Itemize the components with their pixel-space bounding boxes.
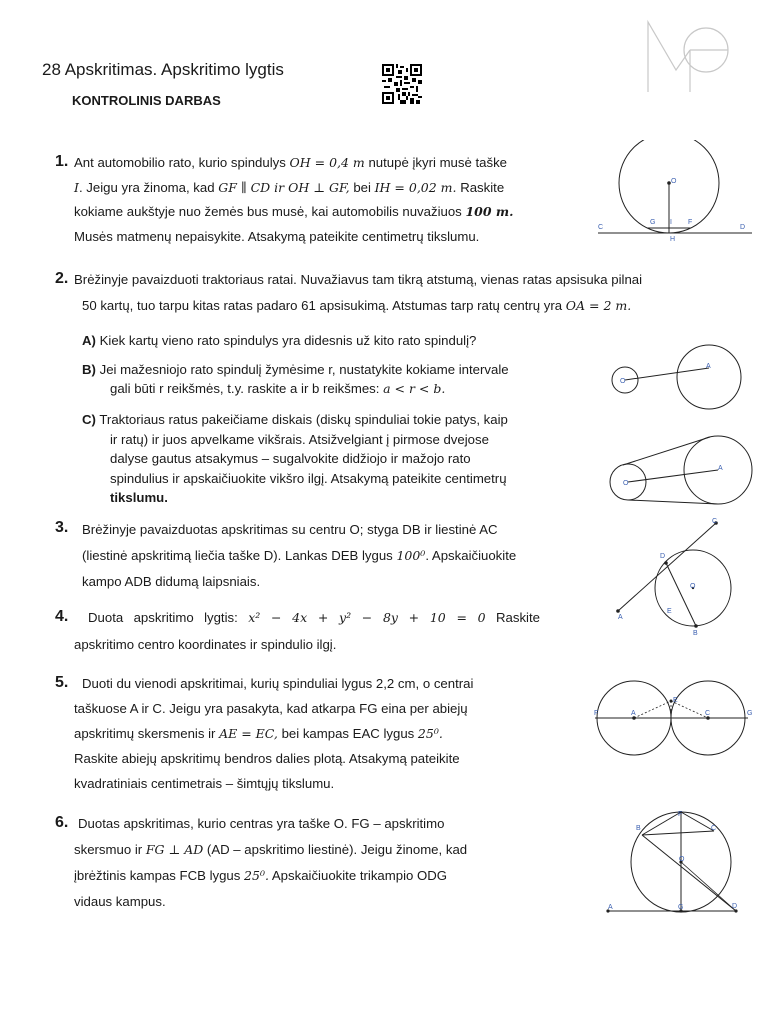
q1-text: Ant automobilio rato, kurio spindulys OH = 0,4 m nutupė įkyri musė taške I. Jeigu yra žinoma, kad GF ∥ CD ir OH ⊥ GF, bei IH = 0,02 m. Raskite kokiame aukštyje nuo žemės bus musė, kai automobilis nuvažiuos 100 m. Musės matmenų nepaisykite. Atsakymą pateikite centimetrų tikslumu. [74,155,514,244]
figure-3-tangent [610,515,750,640]
q4-line2: apskritimo centro koordinates ir spindulio ilgį. [74,637,337,652]
fig2b-center-line [628,470,718,482]
mp-logo [640,14,740,96]
q4-line1: Duota apskritimo lygtis: x² − 4x + y² − 8y + 10 = 0 Raskite [88,610,540,625]
fig5-label-a: A [631,710,636,717]
fig3-tangent-ac [618,523,716,611]
figure-6-diameter [600,808,750,918]
q2-intro-line1: Brėžinyje pavaizduoti traktoriaus ratai. Nuvažiavus tam tikrą atstumą, vienas ratas apsisuka pilnai [74,272,643,287]
fig1-label-d: D [740,224,746,231]
fig3-label-o: O [690,583,696,590]
fig6-label-a: A [608,904,613,911]
fig5-line-ae [634,701,671,718]
fig5-label-g: G [747,710,753,717]
page-title: 28 Apskritimas. Apskritimo lygtis [42,60,284,79]
fig5-label-f: F [594,710,599,717]
fig2a-center-line [625,368,709,380]
fig6-label-d: D [732,903,738,910]
fig1-label-g: G [650,219,656,226]
fig2b-label-o: O [623,480,629,487]
fig2a-large-circle [677,345,741,409]
q5-text: Duoti du vienodi apskritimai, kurių spinduliai lygus 2,2 cm, o centrai taškuose A ir C. Jeigu yra pasakyta, kad atkarpa FG eina per abiejų apskritimų skersmenis ir AE = EC, bei kampas EAC lygus 25⁰. Raskite abiejų apskritimų bendros dalies plotą. Atsakymą pateikite kvadratiniais centimetrais – šimtųjų tikslumu. [74,676,474,791]
q6-text: Duotas apskritimas, kurio centras yra taške O. FG – apskritimo skersmuo ir FG ⊥ AD (AD – apskritimo liestinė). Jeigu žinome, kad įbrėžtinis kampas FCB lygus 25⁰. Apskaičiuokite trikampio ODG vidaus kampus. [74,816,468,909]
fig1-label-h: H [670,236,676,243]
qr-code [382,64,422,104]
q2-part-a: A) Kiek kartų vieno rato spindulys yra didesnis už kito rato spindulį? [82,333,477,348]
fig5-label-e: E [673,697,678,704]
q6-number: 6. [55,814,69,831]
fig3-label-b: B [693,630,698,637]
q5-number: 5. [55,674,69,691]
q2-number: 2. [55,270,69,287]
q4-number: 4. [55,608,69,625]
figure-1-wheel [592,140,758,246]
fig2a-label-a: A [706,363,711,370]
fig3-label-a: A [618,614,623,621]
figure-2a-wheels [606,342,756,414]
fig2b-track-top [623,437,710,465]
fig2b-label-a: A [718,465,723,472]
fig6-label-f: F [678,811,683,818]
fig2b-track-bottom [628,500,718,504]
q3-number: 3. [55,519,69,536]
fig6-line-bd [642,835,736,911]
fig6-label-b: B [636,825,641,832]
q2-intro-line2: 50 kartų, tuo tarpu kitas ratas padaro 61 apsisukimą. Atstumas tarp ratų centrų yra OA = 2 m. [82,298,632,313]
fig5-label-c: C [705,710,711,717]
figure-5-circles [590,678,758,760]
fig3-label-d: D [660,553,666,560]
q2-part-c: C) Traktoriaus ratus pakeičiame diskais (diskų spinduliai tokie patys, kaip ir ratų) ir juos apvelkame vikšrais. Atsižvelgiant į pirmose dvejose dalyse gautus atsakymus – sugalvokite didžiojo ir mažojo rato spindulius ir apskaičiuokite vikšro ilgį. Atsakymą pateikite centimetrų tikslumu. [82,412,508,505]
figure-2b-tracks [606,430,756,510]
fig2a-label-o: O [620,378,626,385]
q1-number: 1. [55,153,69,170]
fig6-label-g: G [678,904,684,911]
fig1-label-f: F [688,219,693,226]
fig6-label-c: C [711,825,717,832]
fig1-label-o: O [671,178,677,185]
fig1-label-i: I [670,219,672,226]
fig6-chord-bc [642,831,714,835]
q2-part-b: B) Jei mažesniojo rato spindulį žymėsime r, nustatykite kokiame intervale gali būti r reikšmės, t.y. raskite a ir b reikšmes: a < r < b. [82,362,509,396]
fig6-label-o: O [679,856,685,863]
fig3-chord-db [666,563,696,626]
page-subtitle: KONTROLINIS DARBAS [72,93,221,108]
fig1-label-c: C [598,224,604,231]
fig3-label-c: C [712,518,718,525]
fig3-label-e: E [667,608,672,615]
q3-text: Brėžinyje pavaizduotas apskritimas su centru O; styga DB ir liestinė AC (liestinė apskritimą liečia taške D). Lankas DEB lygus 100⁰. Apskaičiuokite kampo ADB didumą laipsniais. [82,522,517,589]
